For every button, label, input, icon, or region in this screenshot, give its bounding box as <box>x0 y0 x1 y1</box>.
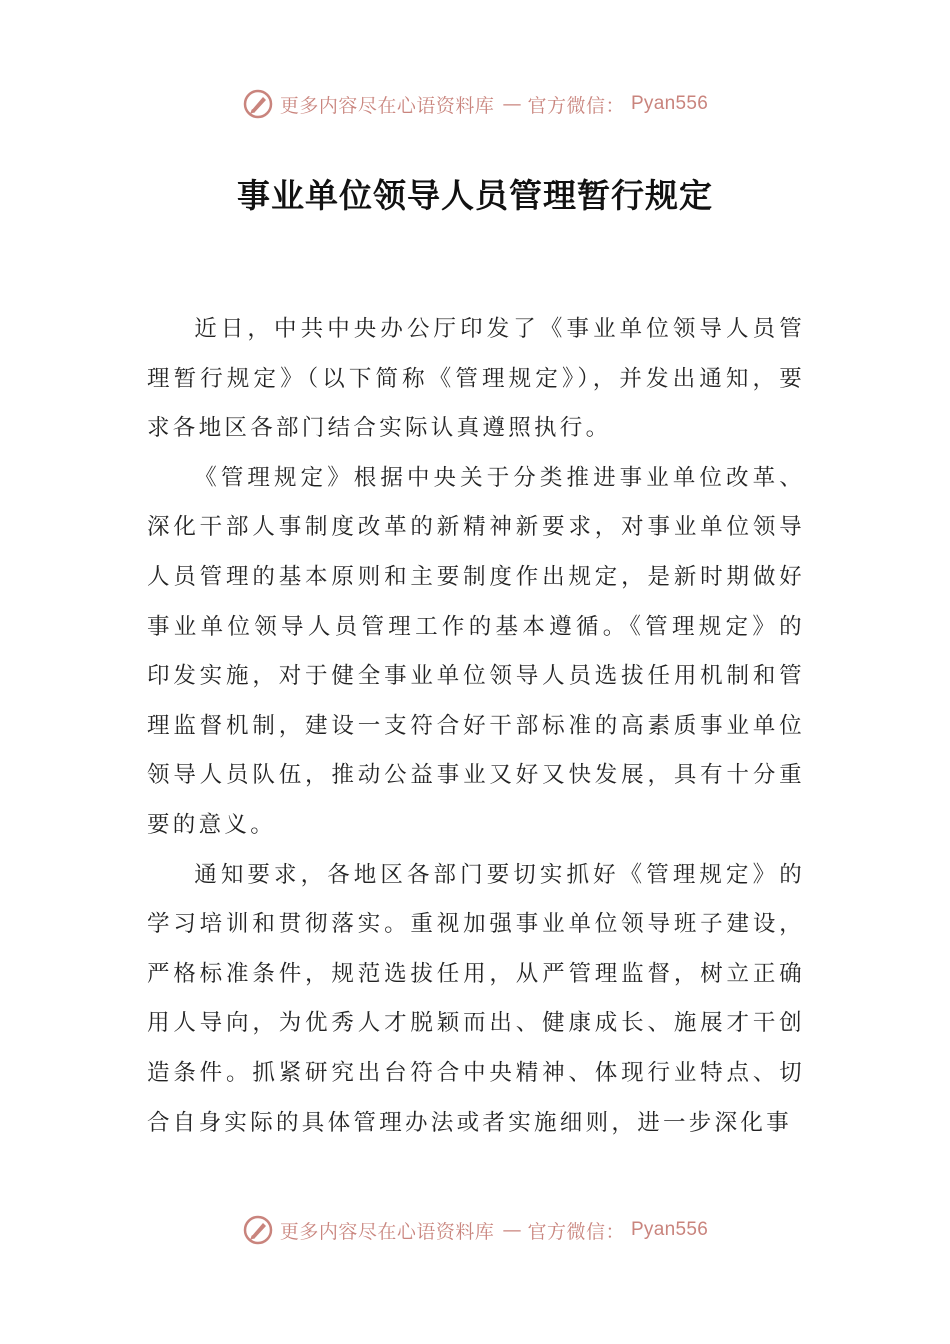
watermark-header <box>0 84 950 124</box>
watermark-footer <box>0 1210 950 1250</box>
paragraph-2: 《管理规定》根据中央关于分类推进事业单位改革、深化干部人事制度改革的新精神新要求，对事业单位领导人员管理的基本原则和主要制度作出规定，是新时期做好事业单位领导人员管理工作的基本遵循。《管理规定》的印发实施，对于健全事业单位领导人员选拔任用机制和管理监督机制，建设一支符合好干部标准的高素质事业单位领导人员队伍，推动公益事业又好又快发展，具有十分重要的意义。 <box>147 464 805 838</box>
watermark-text: 更多内容尽在心语资料库 <box>279 94 495 117</box>
document-body <box>147 305 805 1148</box>
document-title: 事业单位领导人员管理暂行规定 <box>237 176 713 215</box>
watermark-text: 更多内容尽在心语资料库 <box>279 1220 495 1243</box>
paragraph-1: 近日，中共中央办公厅印发了《事业单位领导人员管理暂行规定》（以下简称《管理规定》），并发出通知，要求各地区各部门结合实际认真遵照执行。 <box>147 316 805 442</box>
pen-logo-icon <box>242 1214 274 1246</box>
watermark-id: Pyan556 <box>630 93 709 114</box>
watermark-dash: — <box>502 93 520 115</box>
paragraph-3: 通知要求，各地区各部门要切实抓好《管理规定》的学习培训和贯彻落实。重视加强事业单位领导班子建设，严格标准条件，规范选拔任用，从严管理监督，树立正确用人导向，为优秀人才脱颖而出、健康成长、施展才干创造条件。抓紧研究出台符合中央精神、体现行业特点、切合自身实际的具体管理办法或者实施细则，进一步深化事 <box>147 861 805 1136</box>
watermark-dash: — <box>502 1219 520 1241</box>
pen-logo-icon <box>242 88 274 120</box>
watermark-label: 官方微信： <box>527 94 625 117</box>
watermark-label: 官方微信： <box>527 1220 625 1243</box>
watermark-id: Pyan556 <box>630 1219 709 1240</box>
